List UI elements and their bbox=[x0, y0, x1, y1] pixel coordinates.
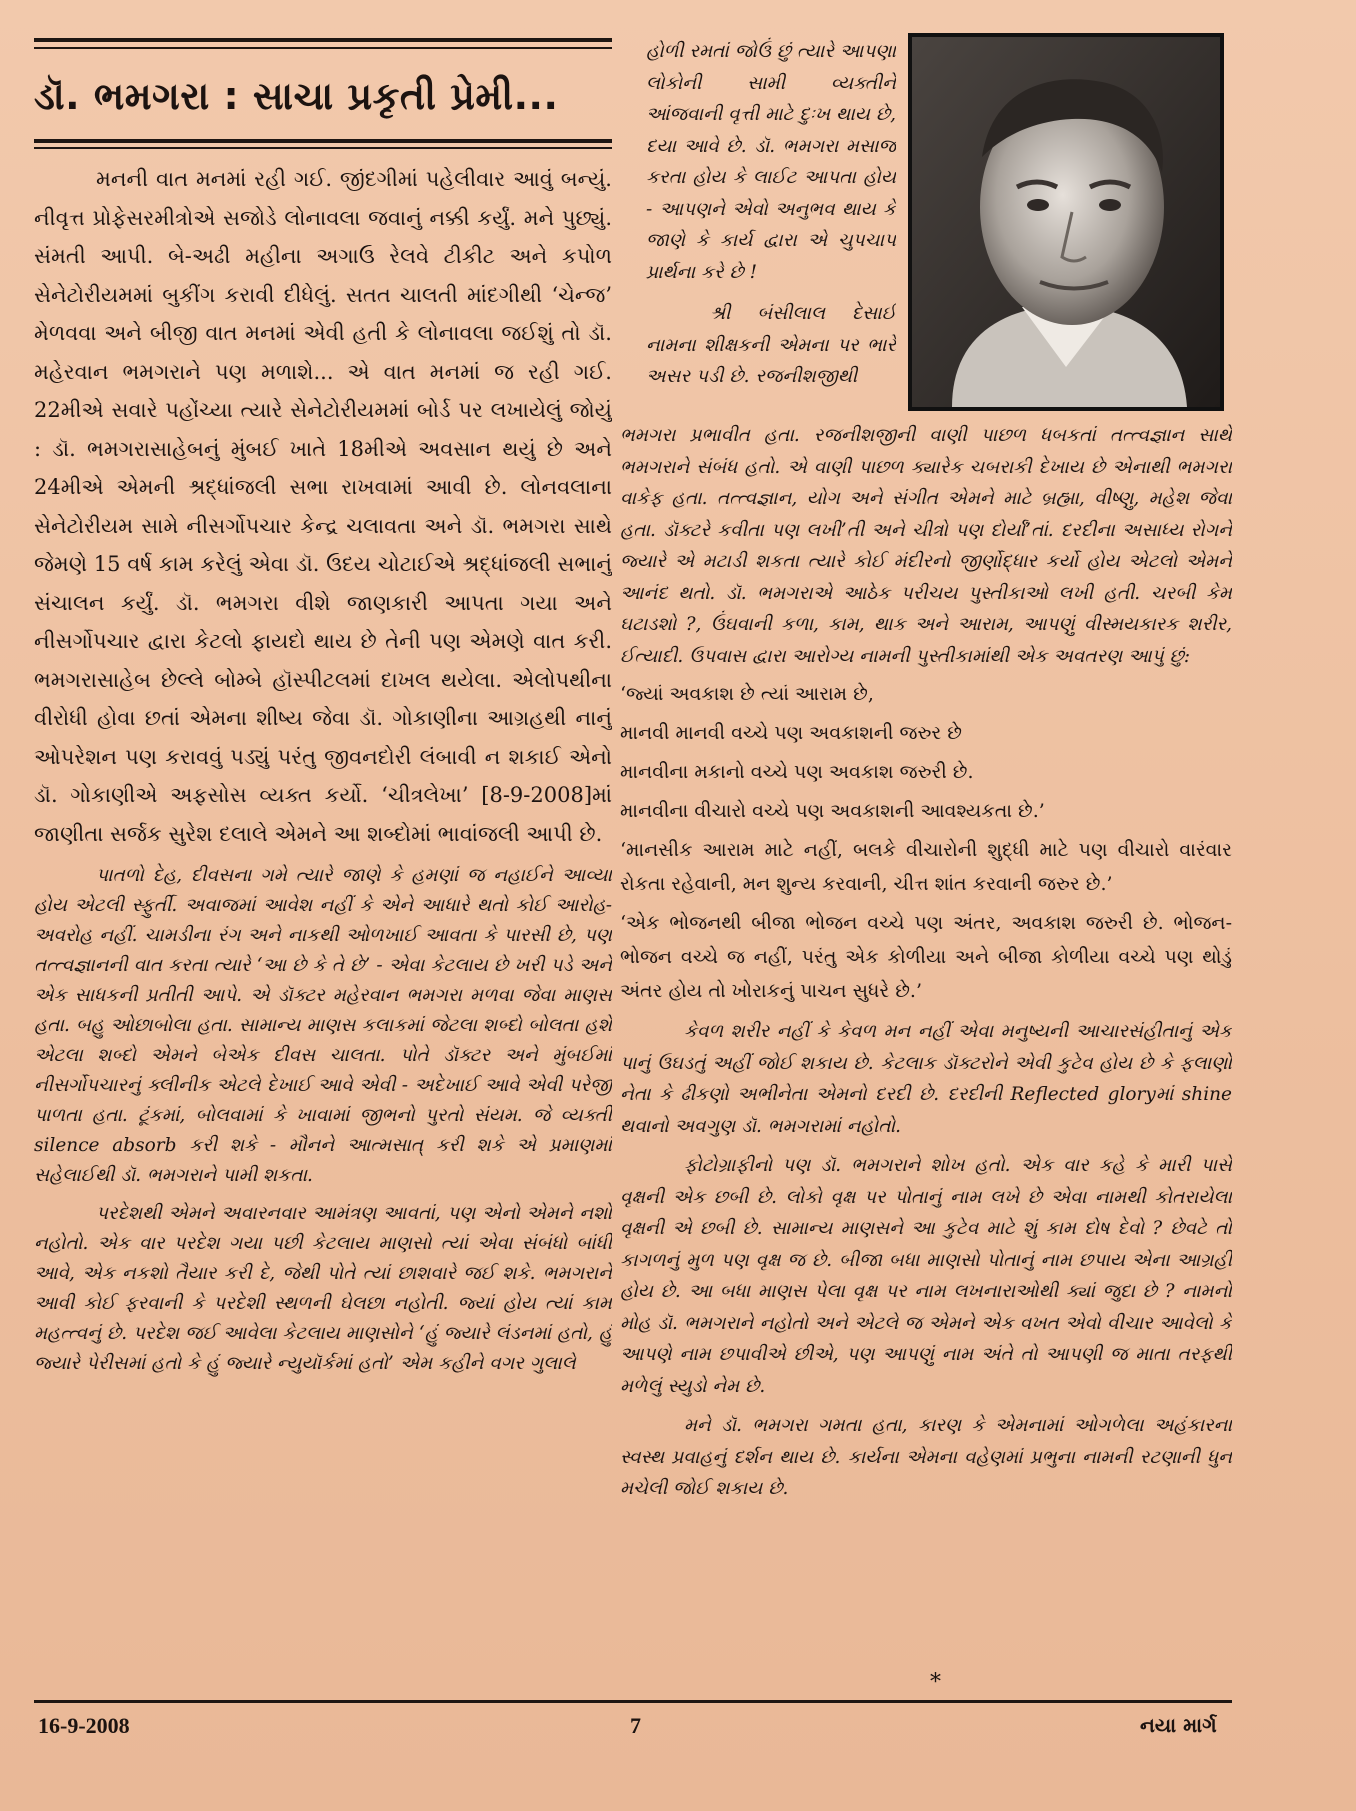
right-main-paragraph: ભમગરા પ્રભાવીત હતા. રજનીશજીની વાણી પાછળ ધબકતાં તત્ત્વજ્ઞાન સાથે ભમગરાને સંબંધ હતો. એ વાણી પાછળ ક્યારેક ચબરાકી દેખાય છે એનાથી ભમગરા વાકેફ હતા. તત્ત્વજ્ઞાન, યોગ અને સંગીત એમને માટે બ્રહ્મા, વીષ્ણુ, મહેશ જેવા હતા. ડૉક્ટરે કવીતા પણ લખી’તી અને ચીત્રો પણ દોર્યાં’તાં. દરદીના અસાધ્ય રોગને જ્યારે એ મટાડી શકતા ત્યારે કોઈ મંદીરનો જીર્ણોદ્ધાર કર્યો હોય એટલો એમને આનંદ થતો. ડૉ. ભમગરાએ આઠેક પરીચય પુસ્તીકાઓ લખી હતી. ચરબી કેમ ઘટાડશો ?, ઉંઘવાની કળા, કામ, થાક અને આરામ, આપણું વીસ્મયકારક શરીર, ઈત્યાદી. ઉપવાસ દ્વારા આરોગ્ય નામની પુસ્તીકામાંથી એક અવતરણ આપું છું: bbox=[620, 425, 1232, 667]
title-top-rule bbox=[34, 38, 612, 42]
quote-line: માનવી માનવી વચ્ચે પણ અવકાશની જરુર છે bbox=[620, 722, 962, 744]
quote-line: ‘જ્યાં અવકાશ છે ત્યાં આરામ છે, bbox=[620, 683, 874, 705]
tribute-paragraph: પાતળો દેહ, દીવસના ગમે ત્યારે જાણે કે હમણાં જ નહાઈને આવ્યા હોય એટલી સ્ફુર્તી. અવાજમાં આવેશ નહીં કે એને આધારે થતો કોઈ આરોહ-અવરોહ નહીં. ચામડીના રંગ અને નાકથી ઓળખાઈ આવતા કે પારસી છે, પણ તત્ત્વજ્ઞાનની વાત કરતા ત્યારે ‘આ છે કે તે છે’ - એવા કેટલાય છે ખરી પડે અને એક સાધકની પ્રતીતી આપે. એ ડૉક્ટર મહેરવાન ભમગરા મળવા જેવા માણસ હતા. બહુ ઓછાબોલા હતા. સામાન્ય માણસ કલાકમાં જેટલા શબ્દો બોલતા હશે એટલા શબ્દો એમને બેએક દીવસ ચાલતા. પોતે ડૉક્ટર અને મુંબઈમાં નીસર્ગોપચારનું ક્લીનીક એટલે દેખાઈ આવે એવી - અદેખાઈ આવે એવી પરેજી પાળતા હતા. ટૂંકમાં, બોલવામાં કે ખાવામાં જીભનો પુરતો સંયમ. જે વ્યક્તી silence absorb કરી શકે - મૌનને આત્મસાત્ કરી શકે એ પ્રમાણમાં સહેલાઈથી ડૉ. ભમગરાને પામી શકતા. bbox=[34, 865, 612, 1186]
footer-publication: નયા માર્ગ bbox=[1140, 1713, 1217, 1737]
quote-paragraph: ‘એક ભોજનથી બીજા ભોજન વચ્ચે પણ અંતર, અવકાશ જરુરી છે. ભોજન-ભોજન વચ્ચે જ નહીં, પરંતુ એક કોળીયા અને બીજા કોળીયા વચ્ચે પણ થોડું અંતર હોય તો ખોરાકનું પાચન સુધરે છે.’ bbox=[620, 912, 1232, 1002]
right-top-paragraph: હોળી રમતાં જોઉં છું ત્યારે આપણા લોકોની સામી વ્યક્તીને આંજવાની વૃત્તી માટે દુઃખ થાય છે, દયા આવે છે. ડૉ. ભમગરા મસાજ કરતા હોય કે લાઈટ આપતા હોય - આપણને એવો અનુભવ થાય કે જાણે કે કાર્ય દ્વારા એ ચુપચાપ પ્રાર્થના કરે છે ! bbox=[646, 41, 896, 283]
photography-paragraph: ફોટોગ્રાફીનો પણ ડૉ. ભમગરાને શોખ હતો. એક વાર કહે કે મારી પાસે વૃક્ષની એક છબી છે. લોકો વૃક્ષ પર પોતાનું નામ લખે છે એવા નામથી કોતરાયેલા વૃક્ષની એ છબી છે. સામાન્ય માણસને આ કુટેવ માટે શું કામ દોષ દેવો ? છેવટે તો કાગળનું મુળ પણ વૃક્ષ જ છે. બીજા બધા માણસો પોતાનું નામ છપાય એના આગ્રહી હોય છે. આ બધા માણસ પેલા વૃક્ષ પર નામ લખનારાઓથી ક્યાં જુદા છે ? નામનો મોહ ડૉ. ભમગરાને નહોતો અને એટલે જ એમને એક વખત એવો વીચાર આવેલો કે આપણે નામ છપાવીએ છીએ, પણ આપણું નામ અંતે તો આપણી જ માતા તરફથી મળેલું સ્યુડો નેમ છે. bbox=[620, 1155, 1232, 1397]
quote-paragraph: ‘માનસીક આરામ માટે નહીં, બલકે વીચારોની શુદ્ધી માટે પણ વીચારો વારંવાર રોકતા રહેવાની, મન શુન્ય કરવાની, ચીત્ત શાંત કરવાની જરુર છે.’ bbox=[620, 839, 1232, 895]
title-bottom-rule bbox=[34, 139, 612, 143]
quote-line: માનવીના મકાનો વચ્ચે પણ અવકાશ જરુરી છે. bbox=[620, 761, 974, 783]
footer-rule bbox=[34, 1700, 1232, 1703]
portrait-photo-icon bbox=[912, 37, 1220, 407]
tribute-paragraph-continued: પરદેશથી એમને અવારનવાર આમંત્રણ આવતાં, પણ એનો એમને નશો નહોતો. એક વાર પરદેશ ગયા પછી કેટલાય માણસો ત્યાં એવા સંબંધો બાંધી આવે, એક નકશો તૈયાર કરી દે, જેથી પોતે ત્યાં છાશવારે જઈ શકે. ભમગરાને આવી કોઈ ફરવાની કે પરદેશી સ્થળની ઘેલછા નહોતી. જ્યાં હોય ત્યાં કામ મહત્ત્વનું છે. પરદેશ જઈ આવેલા કેટલાય માણસોને ‘હું જ્યારે લંડનમાં હતો, હું જ્યારે પેરીસમાં હતો કે હું જ્યારે ન્યુયૉર્કમાં હતો’ એમ કહીને વગર ગુલાલે bbox=[34, 1203, 612, 1374]
footer-page-number: 7 bbox=[630, 1713, 641, 1738]
right-top-text bbox=[646, 36, 896, 420]
title-bottom-rule-thin bbox=[34, 147, 612, 149]
right-second-paragraph: શ્રી બંસીલાલ દેસાઈ નામના શીક્ષકની એમના પર ભારે અસર પડી છે. રજનીશજીથી bbox=[646, 303, 896, 387]
conduct-paragraph: કેવળ શરીર નહીં કે કેવળ મન નહીં એવા મનુષ્યની આચારસંહીતાનું એક પાનું ઉઘડતું અહીં જોઈ શકાય છે. કેટલાક ડૉક્ટરોને એવી કુટેવ હોય છે કે ફલાણો નેતા કે ઢીકણો અભીનેતા એમનો દરદી છે. દરદીની Reflected gloryમાં shine થવાનો અવગુણ ડૉ. ભમગરામાં નહોતો. bbox=[620, 1021, 1232, 1137]
quote-line: માનવીના વીચારો વચ્ચે પણ અવકાશની આવશ્યકતા છે.’ bbox=[620, 800, 1045, 822]
left-column bbox=[34, 160, 612, 1698]
article-title: ડૉ. ભમગરા : સાચા પ્રકૃતી પ્રેમી... bbox=[34, 74, 559, 118]
footer-date: 16-9-2008 bbox=[38, 1713, 130, 1738]
end-mark: * bbox=[930, 1670, 941, 1695]
author-photo bbox=[908, 33, 1224, 411]
title-top-rule-thin bbox=[34, 47, 612, 49]
closing-paragraph: મને ડૉ. ભમગરા ગમતા હતા, કારણ કે એમનામાં ઓગળેલા અહંકારના સ્વસ્થ પ્રવાહનું દર્શન થાય છે. કાર્યના એમના વહેણમાં પ્રભુના નામની રટણાની ધુન મચેલી જોઈ શકાય છે. bbox=[620, 1415, 1232, 1499]
right-column bbox=[620, 420, 1232, 1660]
intro-paragraph: મનની વાત મનમાં રહી ગઈ. જીંદગીમાં પહેલીવાર આવું બન્યું. નીવૃત્ત પ્રોફેસરમીત્રોએ સજોડે લોનાવલા જવાનું નક્કી કર્યું. મને પુછ્યું. સંમતી આપી. બે-અઢી મહીના અગાઉ રેલવે ટીકીટ અને કપોળ સેનેટોરીયમમાં બુકીંગ કરાવી દીધેલું. સતત ચાલતી માંદગીથી ‘ચેન્જ’ મેળવવા અને બીજી વાત મનમાં એવી હતી કે લોનાવલા જઈશું તો ડૉ. મહેરવાન ભમગરાને પણ મળાશે... એ વાત મનમાં જ રહી ગઈ. 22મીએ સવારે પહોંચ્યા ત્યારે સેનેટોરીયમમાં બોર્ડ પર લખાયેલું જોયું : ડૉ. ભમગરાસાહેબનું મુંબઈ ખાતે 18મીએ અવસાન થયું છે અને 24મીએ એમની શ્રદ્ધાંજલી સભા રાખવામાં આવી છે. લોનવલાના સેનેટોરીયમ સામે નીસર્ગોપચાર કેન્દ્ર ચલાવતા અને ડૉ. ભમગરા સાથે જેમણે 15 વર્ષ કામ કરેલું એવા ડૉ. ઉદય ચોટાઈએ શ્રદ્ધાંજલી સભાનું સંચાલન કર્યું. ડૉ. ભમગરા વીશે જાણકારી આપતા ગયા અને નીસર્ગોપચાર દ્વારા કેટલો ફાયદો થાય છે તેની પણ એમણે વાત કરી. ભમગરાસાહેબ છેલ્લે બોમ્બે હૉસ્પીટલમાં દાખલ થયેલા. એલોપથીના વીરોધી હોવા છતાં એમના શીષ્ય જેવા ડૉ. ગોકાણીના આગ્રહથી નાનું ઓપરેશન પણ કરાવવું પડ્યું પરંતુ જીવનદોરી લંબાવી ન શકાઈ એનો ડૉ. ગોકાણીએ અફસોસ વ્યક્ત કર્યો. ‘ચીત્રલેખા’ [8-9-2008]માં જાણીતા સર્જક સુરેશ દલાલે એમને આ શબ્દોમાં ભાવાંજલી આપી છે. bbox=[34, 167, 612, 846]
